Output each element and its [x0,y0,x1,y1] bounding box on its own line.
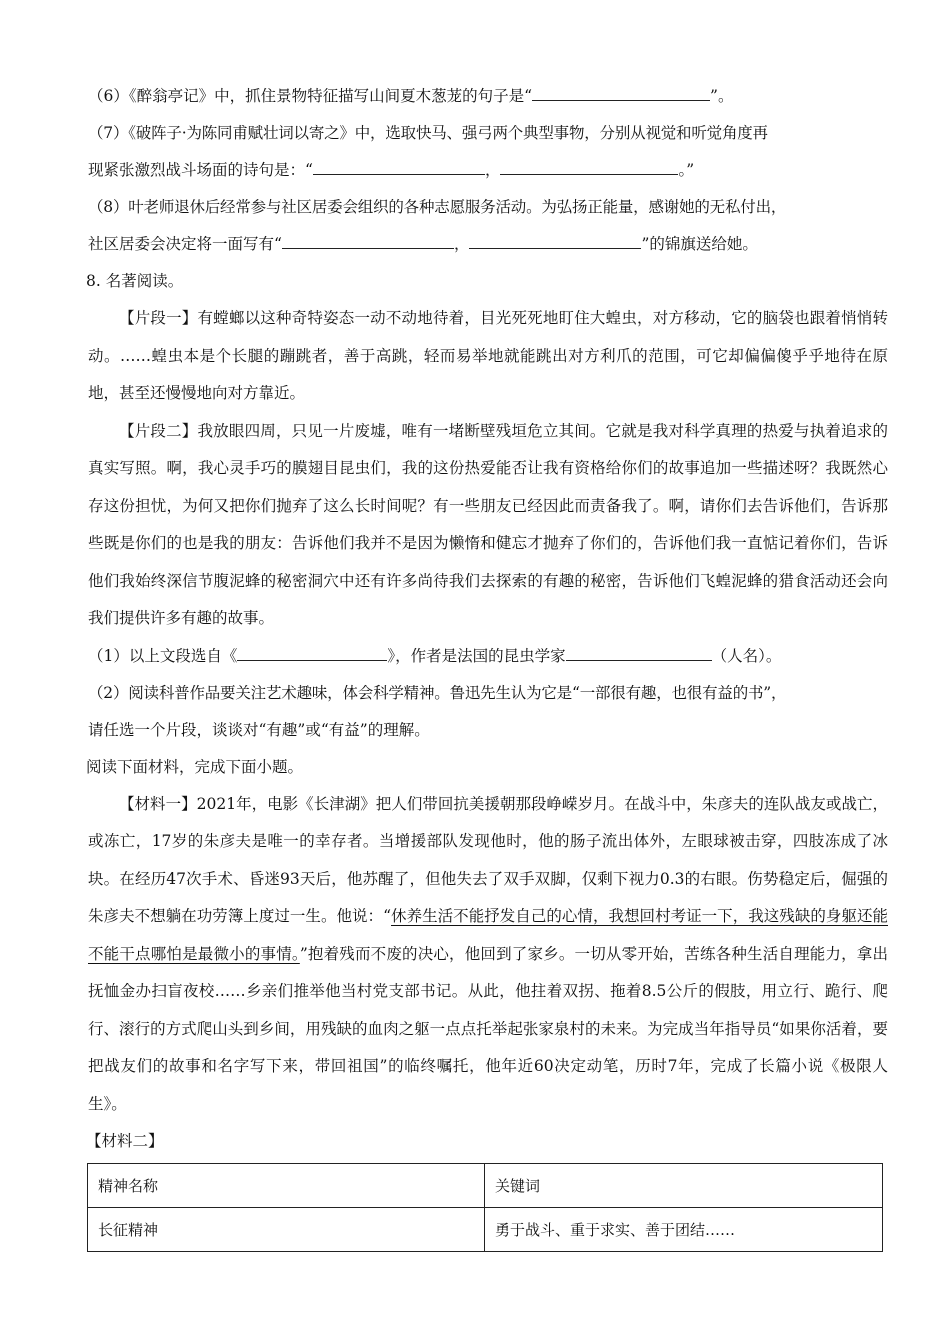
question-7-separator: ， [484,161,501,179]
question-8a-end: ”的锦旗送给她。 [641,235,758,253]
material-one-part1: 【材料一】2021年，电影《长津湖》把人们带回抗美援朝那段峥嵘岁月。在战斗中，朱彦夫的连队战友或战亡，或冻亡，17岁的朱彦夫是唯一的幸存者。当增援部队发现他时，他的肠子流出体外，左眼球被击穿，四肢冻成了冰块。在经历47次手术、昏迷93天后，他苏醒了，但他失去了双手双脚，仅剩下视力0.3的右眼。伤势稳定后，倔强的朱彦夫不想躺在功劳簿上度过一生。他说：“ [88,794,888,925]
answer-blank[interactable] [313,157,485,175]
underlined-quote: 休养生活不能抒发自己的心情，我想回村考证一下，我这残缺的身躯还能不能干点哪怕是最微小的事情。 [88,907,888,963]
fragment-two: 【片段二】我放眼四周，只见一片废墟，唯有一堵断壁残垣危立其间。它就是我对科学真理的热爱与执着追求的真实写照。啊，我心灵手巧的膜翅目昆虫们，我的这份热爱能否让我有资格给你们的故事追加一些描述呀？我既然心存这份担忧，为何又把你们抛弃了这么长时间呢？有一些朋友已经因此而责备我了。啊，请你们去告诉他们，告诉那些既是你们的也是我的朋友：告诉他们我并不是因为懒惰和健忘才抛弃了你们的，告诉他们我一直惦记着你们，告诉他们我始终深信节腹泥蜂的秘密洞穴中还有许多尚待我们去探索的有趣的秘密，告诉他们飞蝗泥蜂的猎食活动还会向我们提供许多有趣的故事。 [88,421,888,627]
question-8a-text: 社区居委会决定将一面写有“ [88,235,282,253]
section-heading-8: 8. 名著阅读。 [86,272,184,290]
answer-blank[interactable] [566,643,712,661]
answer-blank[interactable] [282,231,454,249]
reading-instruction: 阅读下面材料，完成下面小题。 [86,757,304,776]
question-8a-line1: （8）叶老师退休后经常参与社区居委会组织的各种志愿服务活动。为弘扬正能量，感谢她的无私付出， [88,198,787,216]
material-two-title: 【材料二】 [86,1132,164,1150]
material-one-part2: ”抱着残而不废的决心，他回到了家乡。一切从零开始，苦练各种生活自理能力，拿出抚恤金办扫盲夜校……乡亲们推举他当村党支部书记。从此，他拄着双拐、拖着8.5公斤的假肢，用立行、跪行、爬行、滚行的方式爬山头到乡间，用残缺的血肉之躯一点点托举起张家泉村的未来。为完成当年指导员“如果你活着，要把战友们的故事和名字写下来，带回祖国”的临终嘱托，他年近60决定动笔，历时7年，完成了长篇小说《极限人生》。 [88,944,888,1113]
sub-question-1-text: （1）以上文段选自《 [88,646,238,665]
fragment-one: 【片段一】有螳螂以这种奇特姿态一动不动地待着，目光死死地盯住大蝗虫，对方移动，它的脑袋也跟着悄悄转动。……蝗虫本是个长腿的蹦跳者，善于高跳，轻而易举地就能跳出对方利爪的范围，可它却偏偏傻乎乎地待在原地，甚至还慢慢地向对方靠近。 [88,309,888,402]
table-header-cell: 关键词 [485,1164,883,1208]
question-8a-line2 [88,226,888,263]
sub-question-1-end: （人名）。 [711,646,782,665]
material-one [88,786,888,1124]
table-cell: 勇于战斗、重于求实、善于团结…… [485,1208,883,1252]
question-8a-separator: ， [453,235,470,253]
table-header-row [88,1164,883,1208]
question-6 [88,78,888,115]
question-7-line2 [88,152,888,189]
table-header-cell: 精神名称 [88,1164,485,1208]
table-row [88,1208,883,1252]
sub-question-2-line2: 请任选一个片段，谈谈对“有趣”或“有益”的理解。 [88,720,430,739]
question-7-end: 。” [678,161,695,179]
answer-blank[interactable] [469,231,641,249]
spirit-table [87,1163,883,1252]
question-6-text: （6）《醉翁亭记》中，抓住景物特征描写山间夏木葱茏的句子是“ [88,87,533,105]
sub-question-2-line1: （2）阅读科普作品要关注艺术趣味，体会科学精神。鲁迅先生认为它是“一部很有趣，也很有益的书”， [88,683,787,702]
answer-blank[interactable] [500,157,678,175]
table-cell: 长征精神 [88,1208,485,1252]
question-7-text: 现紧张激烈战斗场面的诗句是：“ [88,161,313,179]
sub-question-1 [88,638,888,675]
answer-blank[interactable] [532,83,710,101]
question-7-line1: （7）《破阵子·为陈同甫赋壮词以寄之》中，选取快马、强弓两个典型事物，分别从视觉和听觉角度再 [88,124,768,142]
question-6-end: ”。 [710,87,734,105]
answer-blank[interactable] [237,643,387,661]
sub-question-1-middle: 》，作者是法国的昆虫学家 [387,646,566,665]
document-page [88,78,888,1252]
